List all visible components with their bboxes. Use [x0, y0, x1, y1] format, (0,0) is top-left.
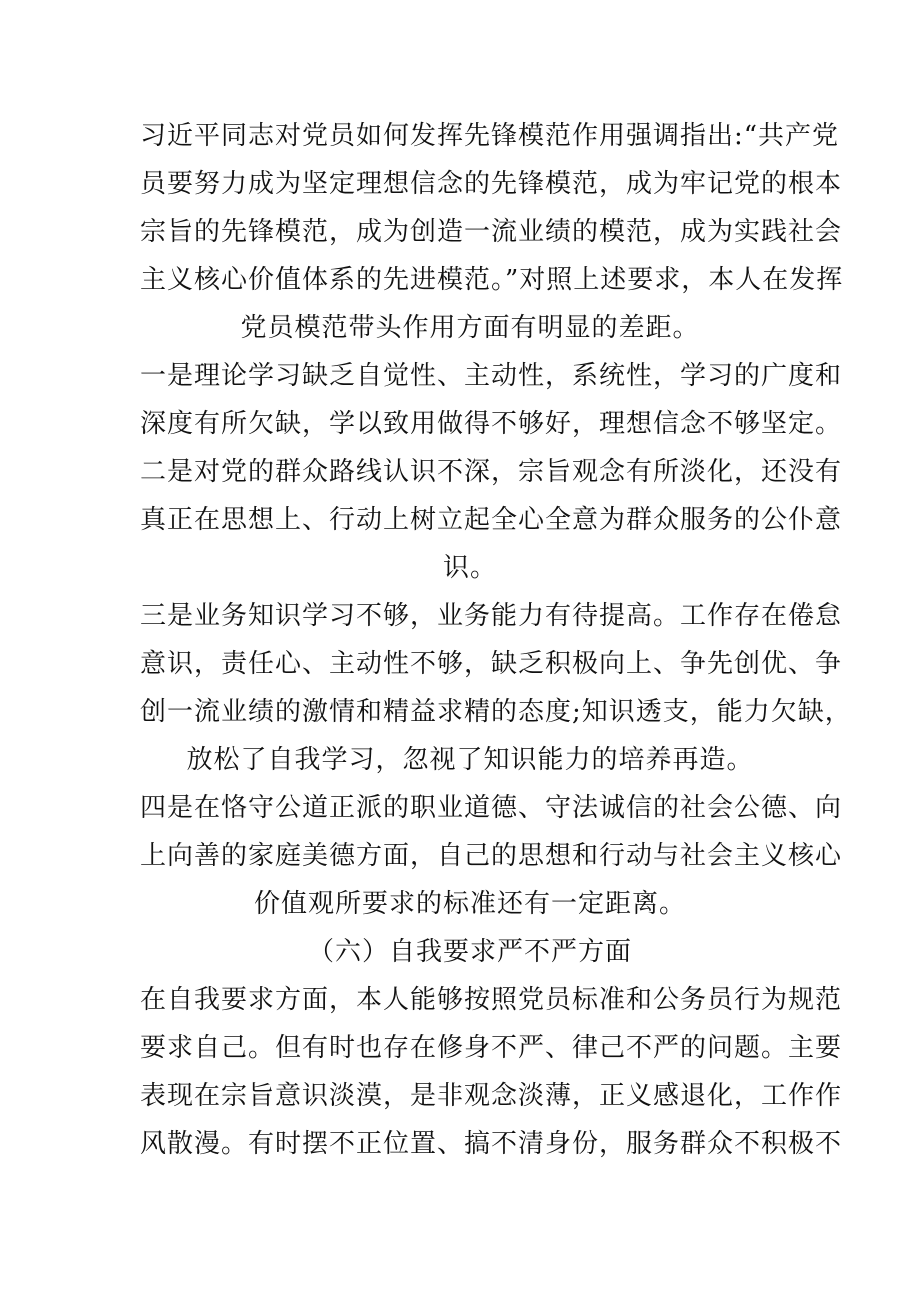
text-line-17: 价值观所要求的标准还有一定距离。: [253, 889, 686, 919]
text-line-20: 要求自己。但有时也存在修身不严、律己不严的问题。主要: [140, 1033, 843, 1063]
text-line-1: 习近平同志对党员如何发挥先锋模范作用强调指出:“共产党: [140, 121, 840, 151]
text-line-2: 员要努力成为坚定理想信念的先锋模范，成为牢记党的根本: [140, 169, 843, 199]
text-line-12: 意识，责任心、主动性不够，缺乏积极向上、争先创优、争: [140, 649, 843, 679]
text-line-22: 风散漫。有时摆不正位置、搞不清身份，服务群众不积极不: [140, 1129, 843, 1159]
text-line-21: 表现在宗旨意识淡漠，是非观念淡薄，正义感退化，工作作: [140, 1081, 843, 1111]
text-line-10: 识。: [442, 553, 497, 583]
text-line-5: 党员模范带头作用方面有明显的差距。: [240, 313, 700, 343]
text-line-19: 在自我要求方面，本人能够按照党员标准和公务员行为规范: [140, 985, 843, 1015]
text-line-16: 上向善的家庭美德方面，自己的思想和行动与社会主义核心: [140, 841, 843, 871]
text-line-8: 二是对党的群众路线认识不深，宗旨观念有所淡化，还没有: [140, 457, 843, 487]
text-line-6: 一是理论学习缺乏自觉性、主动性，系统性，学习的广度和: [140, 361, 843, 391]
text-line-4: 主义核心价值体系的先进模范。”对照上述要求，本人在发挥: [140, 265, 844, 295]
text-line-13: 创一流业绩的激情和精益求精的态度;知识透支，能力欠缺，: [140, 697, 852, 727]
text-line-9: 真正在思想上、行动上树立起全心全意为群众服务的公仆意: [140, 505, 843, 535]
text-line-7: 深度有所欠缺，学以致用做得不够好，理想信念不够坚定。: [140, 409, 843, 439]
section-heading: （六）自我要求严不严方面: [307, 937, 632, 967]
text-line-14: 放松了自我学习，忽视了知识能力的培养再造。: [186, 745, 754, 775]
text-line-11: 三是业务知识学习不够，业务能力有待提高。工作存在倦怠: [140, 601, 843, 631]
text-line-15: 四是在恪守公道正派的职业道德、守法诚信的社会公德、向: [140, 793, 843, 823]
text-line-3: 宗旨的先锋模范，成为创造一流业绩的模范，成为实践社会: [140, 217, 843, 247]
